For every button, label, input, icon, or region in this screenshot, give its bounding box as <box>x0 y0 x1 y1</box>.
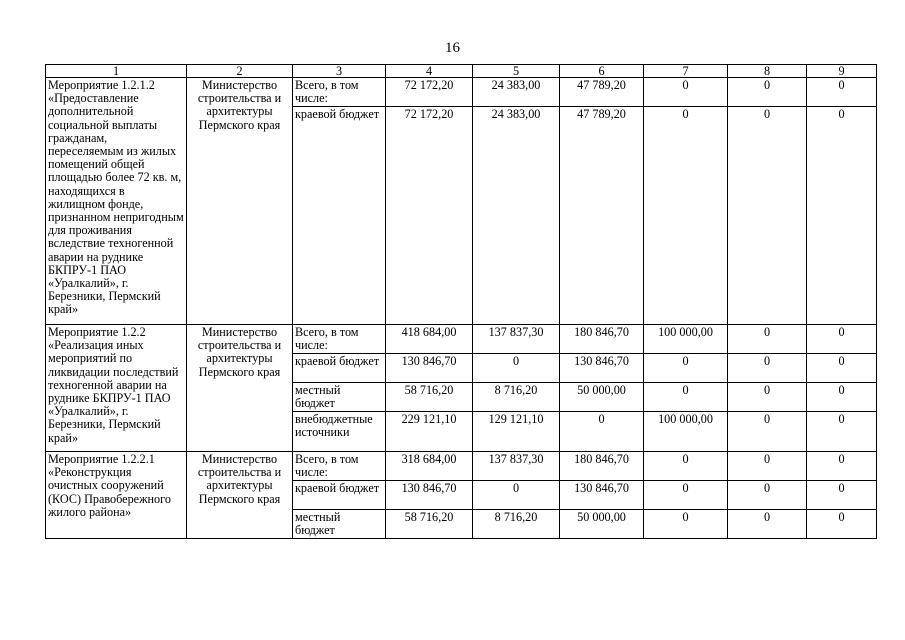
table-row <box>46 78 877 107</box>
value-cell: 0 <box>807 452 877 481</box>
activity-description: Мероприятие 1.2.2 «Реализация иных мероприятий по ликвидации последствий техногенной аварии на руднике БКПРУ-1 ПАО «Уралкалий», г. Березники, Пермский край» <box>46 325 187 452</box>
column-header: 1 <box>46 65 187 78</box>
funding-source: местный бюджет <box>293 383 386 412</box>
value-cell: 137 837,30 <box>473 452 560 481</box>
column-header: 9 <box>807 65 877 78</box>
value-cell: 50 000,00 <box>560 383 644 412</box>
value-cell: 0 <box>728 510 807 539</box>
value-cell: 418 684,00 <box>386 325 473 354</box>
value-cell: 0 <box>807 383 877 412</box>
value-cell: 24 383,00 <box>473 107 560 325</box>
column-header: 3 <box>293 65 386 78</box>
value-cell: 0 <box>473 354 560 383</box>
value-cell: 130 846,70 <box>560 481 644 510</box>
funding-source: краевой бюджет <box>293 354 386 383</box>
activity-description: Мероприятие 1.2.2.1 «Реконструкция очистных сооружений (КОС) Правобережного жилого района» <box>46 452 187 539</box>
value-cell: 47 789,20 <box>560 107 644 325</box>
value-cell: 0 <box>560 412 644 452</box>
financing-table <box>45 64 877 539</box>
value-cell: 0 <box>728 452 807 481</box>
value-cell: 0 <box>728 481 807 510</box>
funding-source: местный бюджет <box>293 510 386 539</box>
value-cell: 100 000,00 <box>644 412 728 452</box>
value-cell: 47 789,20 <box>560 78 644 107</box>
value-cell: 0 <box>728 107 807 325</box>
column-header: 5 <box>473 65 560 78</box>
value-cell: 130 846,70 <box>386 481 473 510</box>
page-number: 16 <box>445 40 460 56</box>
value-cell: 0 <box>644 107 728 325</box>
value-cell: 0 <box>644 78 728 107</box>
value-cell: 0 <box>807 412 877 452</box>
column-header: 8 <box>728 65 807 78</box>
value-cell: 0 <box>807 78 877 107</box>
value-cell: 0 <box>807 325 877 354</box>
header-row <box>46 65 877 78</box>
column-header: 7 <box>644 65 728 78</box>
value-cell: 0 <box>807 510 877 539</box>
value-cell: 8 716,20 <box>473 510 560 539</box>
value-cell: 229 121,10 <box>386 412 473 452</box>
executor: Министерство строительства и архитектуры Пермского края <box>187 452 293 539</box>
value-cell: 100 000,00 <box>644 325 728 354</box>
value-cell: 0 <box>807 481 877 510</box>
column-header: 6 <box>560 65 644 78</box>
value-cell: 0 <box>728 412 807 452</box>
value-cell: 0 <box>644 383 728 412</box>
column-header: 2 <box>187 65 293 78</box>
value-cell: 137 837,30 <box>473 325 560 354</box>
value-cell: 72 172,20 <box>386 107 473 325</box>
value-cell: 180 846,70 <box>560 452 644 481</box>
value-cell: 129 121,10 <box>473 412 560 452</box>
value-cell: 318 684,00 <box>386 452 473 481</box>
value-cell: 0 <box>644 354 728 383</box>
value-cell: 130 846,70 <box>560 354 644 383</box>
value-cell: 0 <box>728 78 807 107</box>
funding-source: Всего, в том числе: <box>293 325 386 354</box>
value-cell: 0 <box>644 510 728 539</box>
value-cell: 0 <box>473 481 560 510</box>
value-cell: 50 000,00 <box>560 510 644 539</box>
value-cell: 58 716,20 <box>386 510 473 539</box>
executor: Министерство строительства и архитектуры Пермского края <box>187 325 293 452</box>
value-cell: 0 <box>644 452 728 481</box>
value-cell: 0 <box>807 107 877 325</box>
value-cell: 180 846,70 <box>560 325 644 354</box>
value-cell: 0 <box>644 481 728 510</box>
table-row <box>46 325 877 354</box>
value-cell: 8 716,20 <box>473 383 560 412</box>
funding-source: краевой бюджет <box>293 107 386 325</box>
value-cell: 58 716,20 <box>386 383 473 412</box>
value-cell: 0 <box>807 354 877 383</box>
executor: Министерство строительства и архитектуры Пермского края <box>187 78 293 325</box>
value-cell: 24 383,00 <box>473 78 560 107</box>
table-row <box>46 452 877 481</box>
funding-source: Всего, в том числе: <box>293 78 386 107</box>
column-header: 4 <box>386 65 473 78</box>
value-cell: 130 846,70 <box>386 354 473 383</box>
funding-source: Всего, в том числе: <box>293 452 386 481</box>
funding-source: краевой бюджет <box>293 481 386 510</box>
funding-source: внебюджетные источники <box>293 412 386 452</box>
value-cell: 0 <box>728 325 807 354</box>
value-cell: 0 <box>728 383 807 412</box>
value-cell: 72 172,20 <box>386 78 473 107</box>
activity-description: Мероприятие 1.2.1.2 «Предоставление дополнительной социальной выплаты гражданам, переселяемым из жилых помещений общей площадью более 72 кв. м, находящихся в жилищном фонде, признанном непригодным для проживания вследствие техногенной аварии на руднике БКПРУ-1 ПАО «Уралкалий», г. Березники, Пермский край» <box>46 78 187 325</box>
value-cell: 0 <box>728 354 807 383</box>
